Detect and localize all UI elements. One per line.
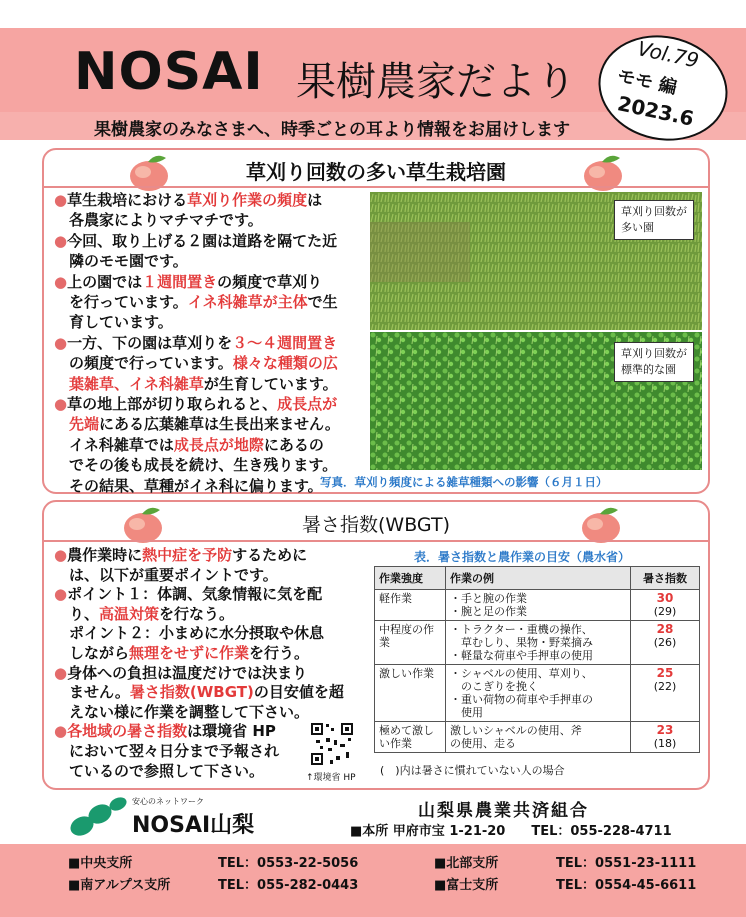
branch-list	[0, 844, 746, 917]
text-run: 各地域の暑さ指数	[67, 722, 188, 741]
logo-text: NOSAI山梨	[132, 813, 255, 838]
bullet-icon: ●	[54, 585, 68, 604]
body-line	[54, 644, 344, 664]
photo-frequent-mowing	[370, 192, 702, 330]
wbgt-unacclimated-value: (29)	[653, 605, 677, 618]
wbgt-unacclimated-value: (22)	[653, 680, 677, 693]
text-run: 高温対策	[99, 604, 160, 623]
text-run: 無理をせずに作業	[129, 643, 250, 662]
photo-label-bottom	[614, 342, 694, 382]
body-line	[54, 353, 340, 373]
text-run: ません。	[54, 683, 130, 702]
text-run: 成長点が地際	[173, 435, 264, 454]
example-line: 草むしり、果物・野菜摘み	[450, 636, 593, 649]
cell-level: 極めて激しい作業	[375, 722, 446, 753]
text-run: ポイント２：小まめに水分摂取や休息	[54, 624, 325, 643]
wbgt-value: 23	[656, 723, 674, 737]
example-line: ・軽量な荷車や手押車の使用	[450, 649, 593, 662]
text-run: において翌々日分まで予報され	[54, 741, 280, 760]
photo-label-line: 多い園	[621, 221, 654, 234]
issue-date: 2023.6	[615, 91, 696, 131]
text-run: 育しています。	[54, 313, 173, 332]
cell-index	[631, 621, 700, 665]
head-office: ■本所 甲府市宝 1-21-20 TEL：055-228-4711	[350, 824, 672, 839]
qr-label: ↑環境省 HP	[306, 773, 356, 783]
cell-examples	[446, 590, 631, 621]
text-run: の頻度で行っています。	[54, 354, 233, 373]
branch-name: ■北部支所	[434, 856, 499, 871]
text-run: は、以下が重要ポイントです。	[54, 565, 278, 584]
bullet-icon: ●	[54, 395, 68, 414]
body-line	[54, 272, 340, 292]
text-run: ポイント１：体調、気象情報に気を配	[67, 585, 323, 604]
body-line	[54, 722, 344, 742]
body-line	[54, 394, 340, 414]
section-body	[54, 546, 344, 781]
section-body	[54, 190, 340, 496]
text-run: にある広葉雑草は生長出来ません。	[99, 415, 340, 434]
text-run: 草刈り作業の頻度	[187, 191, 308, 209]
text-run: が生育しています。	[203, 374, 338, 393]
photo-caption: 写真．草刈り頻度による雑草種類への影響（６月１日）	[320, 475, 608, 489]
body-line	[54, 605, 344, 625]
section-mowing	[42, 148, 710, 494]
text-run: 先端	[69, 415, 100, 434]
body-line	[54, 292, 340, 312]
text-run: えない様に作業を調整して下さい。	[54, 702, 310, 721]
table-row	[375, 722, 700, 753]
example-line: ・シャベルの使用、草刈り、	[450, 667, 593, 680]
text-run: り、	[54, 604, 100, 623]
table-row	[375, 621, 700, 665]
cell-examples	[446, 621, 631, 665]
body-line	[54, 703, 344, 723]
body-line	[54, 231, 340, 251]
section-title: 暑さ指数(WBGT)	[302, 514, 450, 536]
text-run: 農作業時に	[67, 546, 143, 564]
example-line: ・重い荷物の荷車や手押車の	[450, 693, 593, 706]
photo-label-line: 標準的な園	[621, 363, 676, 376]
issue-crop: モモ 編	[615, 65, 679, 99]
text-run	[54, 415, 69, 433]
text-run: 草生栽培における	[67, 191, 188, 209]
photo-label-top	[614, 200, 694, 240]
divider	[44, 186, 708, 188]
text-run: 上の園では	[67, 272, 143, 291]
example-line: ・トラクター・重機の操作、	[450, 623, 593, 636]
body-line	[54, 566, 344, 586]
bullet-icon: ●	[54, 231, 68, 250]
cell-examples	[446, 722, 631, 753]
cell-index	[631, 722, 700, 753]
nosai-logo: NOSAI	[74, 42, 264, 102]
text-run: するために	[232, 546, 308, 564]
body-line	[54, 624, 344, 644]
example-line: の使用、走る	[450, 737, 516, 750]
issue-volume: Vol.79	[635, 36, 702, 73]
text-run: を行なう。	[159, 604, 235, 623]
body-line	[54, 664, 344, 684]
table-row	[375, 590, 700, 621]
body-line	[54, 742, 344, 762]
text-run: 一方、下の園は草刈りを	[67, 333, 233, 352]
wbgt-value: 25	[656, 666, 674, 680]
text-run: 葉雑草、イネ科雑草	[69, 374, 204, 393]
branch-tel: TEL：0554-45-6611	[556, 878, 697, 893]
photo-label-line: 草刈り回数が	[621, 347, 687, 360]
text-run: は環境省 HP	[187, 722, 276, 741]
example-line: ・腕と足の作業	[450, 605, 527, 618]
body-line	[54, 683, 344, 703]
text-run: 今回、取り上げる２園は道路を隔てた近	[67, 231, 338, 250]
text-run: 各農家によりマチマチです。	[54, 211, 263, 230]
body-line	[54, 546, 344, 566]
body-line	[54, 190, 340, 210]
cell-examples	[446, 665, 631, 722]
text-run: イネ科雑草が主体	[187, 293, 308, 312]
bullet-icon: ●	[54, 333, 68, 352]
photo-standard-mowing	[370, 332, 702, 470]
table-header-row	[375, 567, 700, 590]
wbgt-unacclimated-value: (18)	[653, 737, 677, 750]
cell-index	[631, 590, 700, 621]
body-line	[54, 414, 340, 434]
text-run: 草の地上部が切り取られると、	[67, 395, 278, 414]
text-run: しながら	[54, 643, 130, 662]
text-run: で生	[307, 293, 338, 312]
example-line: 使用	[450, 706, 483, 719]
wbgt-value: 28	[656, 622, 674, 636]
text-run: ３～４週間置き	[232, 333, 338, 352]
text-run: の目安値を超	[253, 683, 344, 702]
text-run: 成長点が	[277, 395, 338, 414]
text-run: 暑さ指数(WBGT)	[129, 683, 254, 702]
bullet-icon: ●	[54, 663, 68, 682]
table-note: ( )内は暑さに慣れていない人の場合	[380, 764, 565, 777]
body-line	[54, 251, 340, 271]
table-header: 作業の例	[446, 567, 631, 590]
table-header: 暑さ指数	[631, 567, 700, 590]
bullet-icon: ●	[54, 191, 68, 209]
branch-tel: TEL：0553-22-5056	[218, 856, 359, 871]
text-run: １週間置き	[142, 272, 218, 291]
wbgt-unacclimated-value: (26)	[653, 636, 677, 649]
wbgt-value: 30	[656, 591, 674, 605]
divider	[44, 540, 708, 542]
photo-label-line: 草刈り回数が	[621, 205, 687, 218]
branch-tel: TEL：0551-23-1111	[556, 856, 697, 871]
text-run: 隣のモモ園です。	[54, 252, 188, 271]
body-line	[54, 333, 340, 353]
text-run: にあるの	[263, 435, 324, 454]
cell-level: 軽作業	[375, 590, 446, 621]
body-line	[54, 435, 340, 455]
cell-index	[631, 665, 700, 722]
text-run: でその後も成長を続け、生き残ります。	[54, 456, 338, 475]
example-line: 激しいシャベルの使用、斧	[450, 724, 582, 737]
branch-name: ■南アルプス支所	[68, 878, 171, 893]
text-run: は	[307, 191, 323, 209]
branch-name: ■富士支所	[434, 878, 499, 893]
cell-level: 激しい作業	[375, 665, 446, 722]
text-run: その結果、草種がイネ科に偏ります。	[54, 476, 323, 495]
body-line	[54, 210, 340, 230]
body-line	[54, 585, 344, 605]
body-line	[54, 762, 344, 782]
organization-name: 山梨県農業共済組合	[418, 801, 589, 821]
newsletter-subtitle: 果樹農家のみなさまへ、時季ごとの耳より情報をお届けします	[94, 120, 570, 140]
bullet-icon: ●	[54, 546, 68, 564]
bullet-icon: ●	[54, 722, 68, 741]
text-run	[54, 375, 69, 393]
example-line: ・手と腕の作業	[450, 592, 527, 605]
branch-name: ■中央支所	[68, 856, 133, 871]
leaf-logo-icon	[68, 796, 130, 840]
text-run: を行う。	[249, 643, 310, 662]
text-run: を行っています。	[54, 293, 188, 312]
section-title: 草刈り回数の多い草生栽培園	[246, 160, 506, 184]
cell-level: 中程度の作業	[375, 621, 446, 665]
text-run: 熱中症を予防	[142, 546, 233, 564]
body-line	[54, 455, 340, 475]
branch-tel: TEL：055-282-0443	[218, 878, 359, 893]
text-run: 身体への負担は温度だけでは決まり	[67, 663, 308, 682]
qr-code	[310, 722, 354, 766]
body-line	[54, 374, 340, 394]
table-title: 表．暑さ指数と農作業の目安（農水省）	[414, 550, 631, 564]
text-run: イネ科雑草では	[54, 435, 174, 454]
logo-tagline: 安心のネットワーク	[132, 797, 204, 806]
example-line: のこぎりを挽く	[450, 680, 538, 693]
newsletter-title: 果樹農家だより	[296, 59, 576, 105]
text-run: の頻度で草刈り	[217, 272, 323, 291]
wbgt-table	[374, 566, 700, 753]
text-run: 様々な種類の広	[232, 354, 338, 373]
table-row	[375, 665, 700, 722]
bullet-icon: ●	[54, 272, 68, 291]
body-line	[54, 312, 340, 332]
body-line	[54, 476, 340, 496]
text-run: ているので参照して下さい。	[54, 761, 265, 780]
table-header: 作業強度	[375, 567, 446, 590]
